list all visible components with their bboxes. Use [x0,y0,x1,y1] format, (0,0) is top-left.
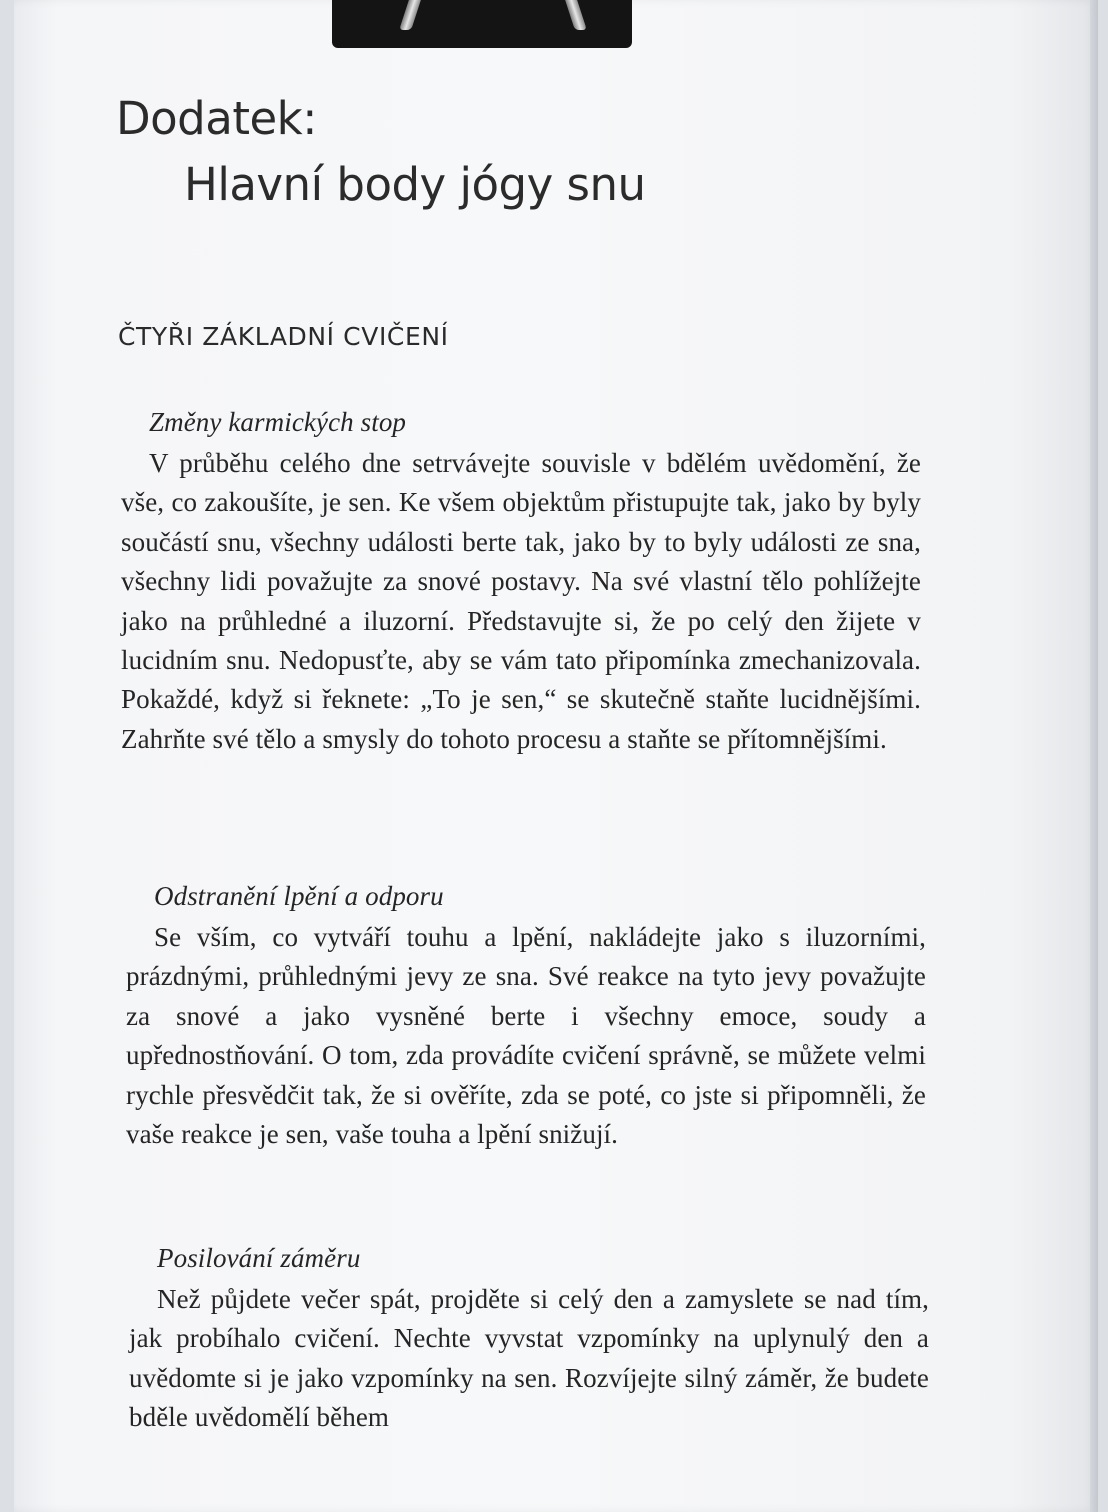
exercise-heading: Odstranění lpění a odporu [154,881,444,911]
book-page [14,0,1098,1512]
exercise-text: V průběhu celého dne setrvávejte souvisle v bdělém uvědomění, že vše, co zakoušíte, je sen. Ke všem objektům přistupujte tak, jako by byly součástí snu, všechny události berte tak, jako by to byly události ze sna, všechny lidi považujte za snové postavy. Na své vlastní tělo pohlížejte jako na průhledné a iluzorní. Představujte si, že po celý den žijete v lucidním snu. Nedopusťte, aby se vám tato připomínka zmechanizovala. Pokaždé, když si řeknete: „To je sen,“ se skutečně staňte lucidnějšími. Zahrňte své tělo a smysly do tohoto procesu a staňte se přítomnějšími. [121,448,921,754]
page-title-line-2: Hlavní body jógy snu [184,158,646,211]
section-heading: ČTYŘI ZÁKLADNÍ CVIČENÍ [118,322,449,351]
page-title-line-1: Dodatek: [116,92,317,145]
binder-clip [332,0,632,52]
exercise-section [126,878,926,1154]
exercise-heading: Změny karmických stop [149,407,407,437]
exercise-heading: Posilování záměru [157,1243,361,1273]
exercise-text: Než půjdete večer spát, projděte si celý den a zamyslete se nad tím, jak probíhalo cvičení. Nechte vyvstat vzpomínky na uplynulý den a uvědomte si je jako vzpomínky na sen. Rozvíjejte silný záměr, že budete bděle uvědomělí během [129,1284,929,1433]
binder-clip-body [332,0,632,48]
exercise-section [129,1240,929,1438]
exercise-text: Se vším, co vytváří touhu a lpění, nakládejte jako s iluzorními, prázdnými, průhlednými jevy ze sna. Své reakce na tyto jevy považujte za snové a jako vysněné berte i všechny emoce, soudy a upřednostňování. O tom, zda provádíte cvičení správně, se můžete velmi rychle přesvědčit tak, že si ověříte, zda se poté, co jste si připomněli, že vaše reakce je sen, vaše touha a lpění snižují. [126,922,926,1150]
page-title [116,86,646,218]
page-edge [1090,0,1098,1512]
exercise-section [121,404,921,759]
